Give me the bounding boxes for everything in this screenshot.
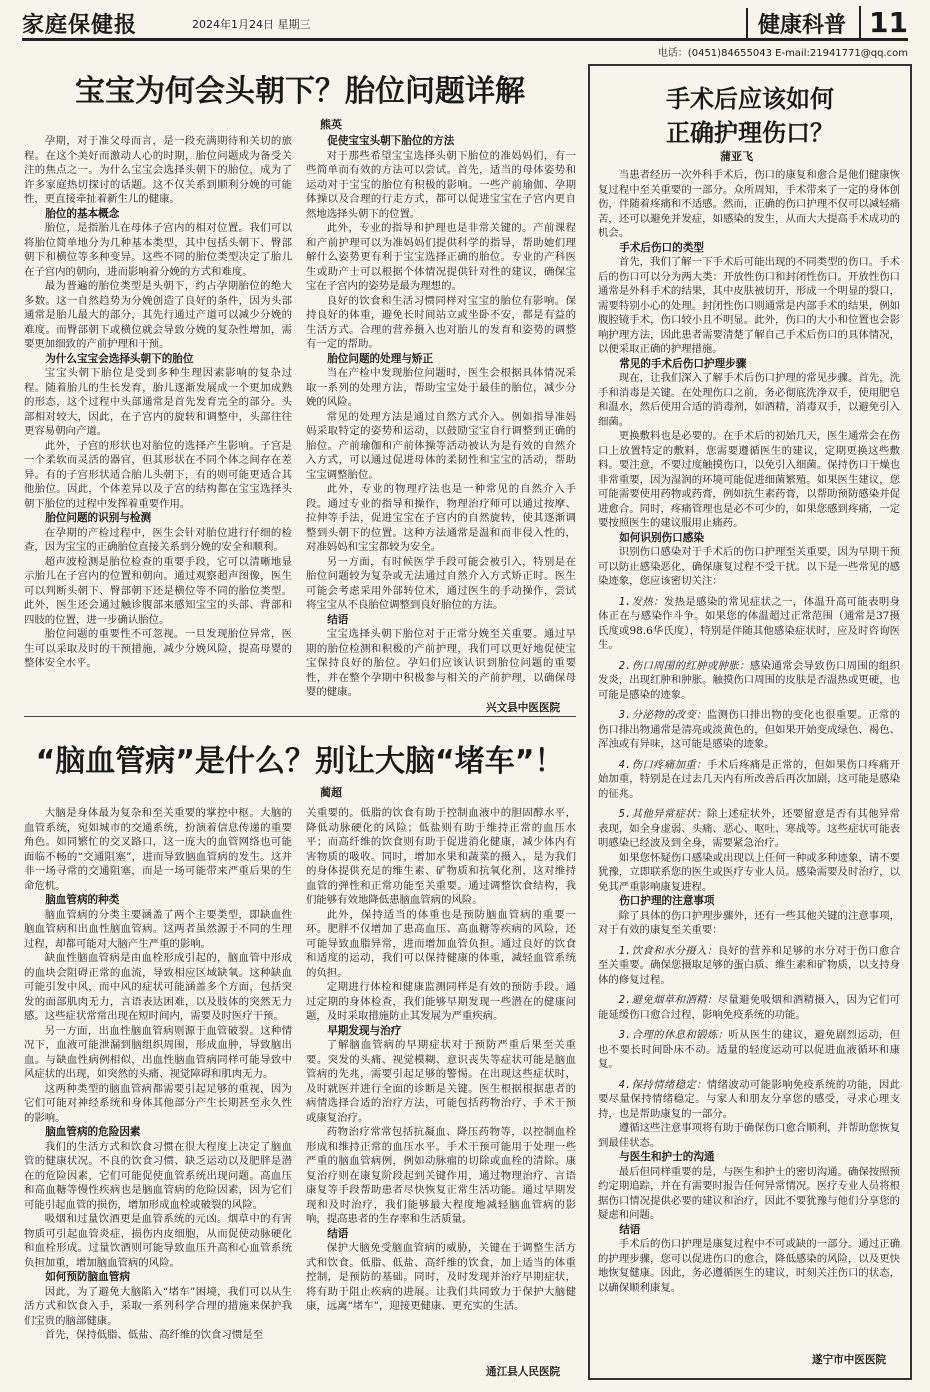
article1-author: 熊英 bbox=[320, 118, 342, 131]
paragraph: 常见的处理方法是通过自然方式介入。例如指导准妈妈采取特定的姿势和运动，以鼓励宝宝自行调整到正确的胎位。产前瑜伽和产前体操等活动被认为是有效的自然介入方式，可以通过促进母体的柔韧性和宝宝的活动，帮助宝宝调整胎位。 bbox=[306, 410, 576, 481]
article3-body bbox=[598, 168, 900, 1295]
list-item-text: 情绪波动可能影响免疫系统的功能，因此要尽量保持情绪稳定。与家人和朋友分享您的感受，寻求心理支持，也是帮助康复的一部分。 bbox=[598, 1078, 901, 1120]
paragraph: 当患者经历一次外科手术后，伤口的康复和愈合是他们健康恢复过程中至关重要的一部分。众所周知，手术带来了一定的身体创伤，伴随着疼痛和不适感。然而，正确的伤口护理不仅可以减轻痛苦，还可以避免并发症，如感染的发生，从而大大提高手术成功的机会。 bbox=[598, 169, 900, 239]
list-item-text: 尽量避免吸烟和酒精摄入，因为它们可能延缓伤口愈合过程，影响免疫系统的功能。 bbox=[598, 994, 901, 1021]
subheading: 如何识别伤口感染 bbox=[619, 531, 704, 544]
article3-title bbox=[588, 82, 912, 150]
subheading: 如何预防脑血管病 bbox=[45, 1271, 130, 1283]
contact-line: 电话：(0451)84655043 E-mail:21941771@qq.com bbox=[657, 48, 908, 59]
paragraph: 孕期，对于准父母而言，是一段充满期待和关切的旅程。在这个美好而激动人心的时期，胎位问题成为备受关注的焦点之一。为什么宝宝会选择头朝下的胎位，成为了许多家庭热切探讨的话题。这不仅关系到顺利分娩的可能性，更直接牵扯着新生儿的健康。 bbox=[24, 135, 292, 205]
issue-date: 2024年1月24日 星期三 bbox=[192, 18, 311, 31]
article3-hospital: 遂宁市中医医院 bbox=[812, 1354, 887, 1366]
paper-name: 家庭保健报 bbox=[22, 13, 138, 38]
list-item-key: 1.发热： bbox=[618, 595, 664, 608]
subheading: 胎位的基本概念 bbox=[45, 207, 120, 220]
paragraph: 良好的饮食和生活习惯同样对宝宝的胎位有影响。保持良好的体重，避免长时间站立或坐卧不安，都是有益的生活方式。合理的营养摄入也对胎儿的发育和姿势的调整有一定的帮助。 bbox=[306, 294, 576, 350]
paragraph: 另一方面，有时候医学手段可能会被引入，特别是在胎位问题较为复杂或无法通过自然介入方式矫正时。医生可能会考虑采用外部转位术，通过医生的手动操作，尝试将宝宝从不良胎位调整到良好胎位的方法。 bbox=[306, 555, 576, 611]
paragraph: 大脑是身体最为复杂和至关重要的掌控中枢。大脑的血管系统，宛如城市的交通系统，扮演着信息传递的重要角色。如同繁忙的交叉路口，这一庞大的血管网络也可能面临不畅的“交通阻塞”，进而导致脑血管病的发生。这并非一场寻常的交通阻塞，而是一场可能带来严重后果的生命危机。 bbox=[24, 807, 292, 892]
paragraph: 另一方面，出血性脑血管病则源于血管破裂。这种情况下，血液可能泄漏到脑组织周围，形成血肿，导致脑出血。与缺血性病例相似，出血性脑血管病同样可能导致中风症状的出现，如突然的头痛、视觉障碍和肌肉无力。 bbox=[24, 1024, 292, 1080]
subheading: 脑血管病的危险因素 bbox=[45, 1126, 141, 1138]
paragraph: 胎位问题的重要性不可忽视。一旦发现胎位异常，医生可以采取及时的干预措施，减少分娩风险，提高母婴的整体安全水平。 bbox=[24, 628, 292, 669]
paragraph: 在孕期的产检过程中，医生会针对胎位进行仔细的检查，因为宝宝的正确胎位直接关系到分娩的安全和顺利。 bbox=[24, 526, 292, 553]
paragraph: 此外，保持适当的体重也是预防脑血管病的重要一环。肥胖不仅增加了患高血压、高血糖等疾病的风险，还可能导致血脂异常，进而增加血管负担。通过良好的饮食和适度的运动，我们可以保持健康的体重，减轻血管系统的负担。 bbox=[306, 908, 576, 979]
paragraph: 首先，保持低脂、低盐、高纤维的饮食习惯是至 bbox=[44, 1329, 263, 1341]
subheading: 胎位问题的处理与矫正 bbox=[327, 352, 434, 365]
paragraph: 定期进行体检和健康监测同样是有效的预防手段。通过定期的身体检查，我们能够早期发现一些潜在的健康问题，及时采取措施防止其发展为严重疾病。 bbox=[306, 981, 576, 1022]
page-number: 11 bbox=[859, 6, 908, 39]
article1-hospital: 兴文县中医医院 bbox=[486, 702, 561, 714]
paragraph: 了解脑血管病的早期症状对于预防严重后果至关重要。突发的头痛、视觉模糊、意识丧失等症状可能是脑血管病的先兆，需要引起足够的警惕。在出现这些症状时，及时就医并进行全面的诊断是关键。医生根据根据患者的病情选择合适的治疗方法，可能包括药物治疗、手术干预或康复治疗。 bbox=[306, 1039, 576, 1124]
list-item-key: 4.保持情绪稳定： bbox=[618, 1078, 707, 1091]
subheading: 伤口护理的注意事项 bbox=[619, 895, 715, 907]
subheading: 与医生和护士的沟通 bbox=[619, 1151, 715, 1163]
list-item-text: 监测伤口排出物的变化也很重要。正常的伤口排出物通常是清亮或淡黄色的，但如果开始变成绿色、褐色、浑浊或有异味，这可能是感染的迹象。 bbox=[598, 709, 901, 750]
list-item-key: 2.伤口周围的红肿或肿胀： bbox=[618, 659, 750, 672]
paragraph: 吸烟和过量饮酒更是血管系统的元凶。烟草中的有害物质可引起血管炎症，损伤内皮细胞，从而促使动脉硬化和血栓形成。过量饮酒则可能导致血压升高和心血管系统负担加重，增加脑血管病的风险。 bbox=[24, 1213, 292, 1269]
paragraph: 宝宝头朝下胎位是受到多种生理因素影响的复杂过程。随着胎儿的生长发育，胎儿逐渐发展成一个更加成熟的形态，这个过程中头部通常是首先发育完全的部分。头部相对较大，因此，在子宫内的旋转和调整中，头部往往更容易朝向产道。 bbox=[24, 367, 292, 437]
article2-col1 bbox=[24, 806, 292, 1343]
paragraph: 关重要的。低脂的饮食有助于控制血液中的胆固醇水平，降低动脉硬化的风险；低盐则有助于维持正常的血压水平；而高纤维的饮食则有助于促进消化健康，减少体内有害物质的吸收。同时，增加水果和蔬菜的摄入，是为我们的身体提供充足的维生素、矿物质和抗氧化剂，这对维持血管的弹性和正常功能至关重要。通过调整饮食结构，我们能够有效地降低患脑血管病的风险。 bbox=[306, 807, 576, 906]
list-item bbox=[598, 1078, 900, 1122]
article2-col2 bbox=[306, 806, 576, 1314]
article3-title-line2: 正确护理伤口？ bbox=[666, 119, 834, 147]
subheading: 促使宝宝头朝下胎位的方法 bbox=[327, 135, 455, 147]
article2-hospital: 通江县人民医院 bbox=[486, 1366, 561, 1378]
list-item bbox=[598, 708, 900, 752]
subheading: 胎位问题的识别与检测 bbox=[45, 512, 152, 524]
paragraph: 首先，我们了解一下手术后可能出现的不同类型的伤口。手术后的伤口可以分为两大类：开放性伤口和封闭性伤口。开放性伤口通常是外科手术的结果，其中皮肤被切开，形成一个明显的裂口，需要特别小心的处理。封闭性伤口则通常是内部手术的结果，例如腹腔镜手术，伤口较小且不明显。此外，伤口的大小和位置也会影响护理方法，因此患者需要清楚了解自己手术后伤口的具体情况，以便采取正确的护理措施。 bbox=[598, 256, 900, 355]
paragraph: 宝宝选择头朝下胎位对于正常分娩至关重要。通过早期的胎位检测和积极的产前护理，我们可以更好地促使宝宝保持良好的胎位。孕妇们应该认识到胎位问题的重要性，并在整个孕期中积极参与相关的产前护理，以确保母婴的健康。 bbox=[306, 628, 576, 698]
paragraph: 更换敷料也是必要的。在手术后的初始几天，医生通常会在伤口上放置特定的敷料，您需要遵循医生的建议，定期更换这些敷料。要注意，不要过度触摸伤口，以免引入细菌。保持伤口干燥也非常重要，因为湿润的环境可能促进细菌繁殖。如果医生建议，您可能需要使用药物或药膏，例如抗生素药膏，以帮助预防感染并促进愈合。同时，疼痛管理也是必不可少的，如果您感到疼痛，一定要按照医生的建议服用止痛药。 bbox=[598, 430, 900, 529]
paragraph: 对于那些希望宝宝选择头朝下胎位的准妈妈们，有一些简单而有效的方法可以尝试。首先，适当的母体姿势和运动对于宝宝的胎位有积极的影响。一些产前瑜伽、孕期体操以及合理的行走方式，都可以促进宝宝在子宫内更自然地选择头朝下的位置。 bbox=[306, 149, 576, 220]
list-item bbox=[598, 993, 900, 1022]
article1-col1 bbox=[24, 134, 292, 671]
list-item bbox=[598, 1028, 900, 1072]
list-item-key: 2.避免烟草和酒精： bbox=[618, 994, 718, 1006]
paragraph: 如果您怀疑伤口感染或出现以上任何一种或多种迹象，请不要犹豫，立即联系您的医生或医疗专业人员。感染需要及时治疗，以免其严重影响康复进程。 bbox=[598, 851, 900, 893]
subheading: 结语 bbox=[619, 1223, 641, 1236]
paragraph: 除了具体的伤口护理步骤外，还有一些其他关键的注意事项，对于有效的康复至关重要： bbox=[598, 909, 900, 936]
paragraph: 药物治疗常常包括抗凝血、降压药物等，以控制血栓形成和维持正常的血压水平。手术干预可能用于处理一些严重的脑血管病例，例如动脉瘤的切除或血栓的清除。康复治疗则在康复阶段起到关键作用，通过物理治疗、言语康复等手段帮助患者尽快恢复正常生活功能。通过早期发现和及时治疗，我们能够最大程度地减轻脑血管病的影响，提高患者的生存率和生活质量。 bbox=[306, 1126, 576, 1225]
paragraph: 保护大脑免受脑血管病的威胁，关键在于调整生活方式和饮食。低脂、低盐、高纤维的饮食，加上适当的体重控制，是预防的基础。同时，及时发现并治疗早期症状，将有助于阻止疾病的进展。让我们共同致力于保护大脑健康，远离“堵车”，迎接更健康、更充实的生活。 bbox=[306, 1242, 576, 1312]
list-item-key: 5.其他异常症状： bbox=[618, 808, 707, 820]
paragraph: 现在，让我们深入了解手术后伤口护理的常见步骤。首先，洗手和消毒是关键。在处理伤口之前，务必彻底洗净双手，使用肥皂和温水，然后使用合适的消毒剂，如酒精，消毒双手，以避免引入细菌。 bbox=[598, 372, 900, 428]
paragraph: 手术后的伤口护理是康复过程中不可或缺的一部分。通过正确的护理步骤，您可以促进伤口的愈合，降低感染的风险，以及更快地恢复健康。因此，务必遵循医生的建议，时刻关注伤口的状态，以确保顺利康复。 bbox=[598, 1238, 900, 1294]
list-item-key: 4.伤口疼痛加重： bbox=[618, 758, 707, 771]
subheading: 手术后伤口的类型 bbox=[619, 241, 704, 254]
section-divider bbox=[24, 716, 576, 717]
list-item-key: 3.合理的休息和锻炼： bbox=[618, 1029, 729, 1041]
subheading: 常见的手术后伤口护理步骤 bbox=[619, 357, 747, 370]
section-name: 健康科普 bbox=[746, 8, 846, 39]
article1-col2 bbox=[306, 134, 576, 700]
masthead bbox=[22, 8, 908, 41]
paragraph: 此外，专业的物理疗法也是一种常见的自然介入手段。通过专业的指导和操作，物理治疗师可以通过按摩、拉伸等手法，促进宝宝在子宫内的自然旋转，使其逐渐调整到头朝下的位置。这种方法通常是温和而非侵入性的，对准妈妈和宝宝都较为安全。 bbox=[306, 483, 576, 553]
paragraph: 此外，专业的指导和护理也是非常关键的。产前课程和产前护理可以为准妈妈们提供科学的指导，帮助她们理解什么姿势更有利于宝宝选择正确的胎位。专业的产科医生或助产士可以根据个体情况提供针对性的建议，确保宝宝在子宫内的姿势是最为理想的。 bbox=[306, 222, 576, 292]
list-item-text: 发热是感染的常见症状之一，体温升高可能表明身体正在与感染作斗争。如果您的体温超过正常范围（通常是37摄氏度或98.6华氏度），特别是伴随其他感染症状时，应及时咨询医生。 bbox=[598, 595, 901, 651]
subheading: 结语 bbox=[327, 613, 349, 626]
list-item-text: 良好的营养和足够的水分对于伤口愈合至关重要。确保您摄取足够的蛋白质、维生素和矿物质，以支持身体的修复过程。 bbox=[598, 944, 901, 986]
list-item-text: 听从医生的建议，避免剧烈运动，但也不要长时间卧床不动。适量的轻度运动可以促进血液循环和康复。 bbox=[598, 1029, 901, 1070]
list-item bbox=[598, 807, 900, 851]
paragraph: 此外，子宫的形状也对胎位的选择产生影响。子宫是一个柔软而灵活的器官，但其形状在不同个体之间存在差异。有的子宫形状适合胎儿头朝下，有的则可能更适合其他胎位。因此，个体差异以及子宫的结构都在宝宝选择头朝下胎位的过程中发挥着重要作用。 bbox=[24, 439, 292, 510]
list-item bbox=[598, 758, 900, 802]
subheading: 结语 bbox=[327, 1227, 349, 1240]
article3-author: 蒲亚飞 bbox=[720, 150, 753, 163]
paragraph: 最为普遍的胎位类型是头朝下，约占孕期胎位的绝大多数。这一自然趋势为分娩创造了良好的条件，因为头部通常是胎儿最大的部分，其先行通过产道可以减少分娩的难度。而臀部朝下或横位就会导致分娩的复杂性增加，需要更加细致的产前护理和干预。 bbox=[24, 280, 292, 350]
list-item-text: 手术后疼痛是正常的，但如果伤口疼痛开始加重，特别是在过去几天内有所改善后再次加剧，这可能是感染的征兆。 bbox=[598, 758, 901, 800]
paragraph: 脑血管病的分类主要涵盖了两个主要类型，即缺血性脑血管病和出血性脑血管病。这两者虽然源于不同的生理过程，却都可能对大脑产生严重的影响。 bbox=[24, 908, 292, 950]
paragraph: 当在产检中发现胎位问题时，医生会根据具体情况采取一系列的处理方法，帮助宝宝处于最佳的胎位，减少分娩的风险。 bbox=[306, 367, 576, 408]
paragraph: 最后但同样重要的是，与医生和护士的密切沟通。确保按照预约定期追踪，并在有需要时报告任何异常情况。医疗专业人员将根据伤口情况提供必要的建议和治疗，因此不要犹豫与他们分享您的疑虑和问题。 bbox=[598, 1165, 900, 1221]
paragraph: 胎位，是指胎儿在母体子宫内的相对位置。我们可以将胎位简单地分为几种基本类型，其中包括头朝下、臀部朝下和横位等多种变异。这些不同的胎位类型决定了胎儿在子宫内的朝向，进而影响着分娩的方式和难度。 bbox=[24, 222, 292, 278]
paragraph: 缺血性脑血管病是由血栓形成引起的，脑血管中形成的血块会阻碍正常的血流，导致相应区域缺氧。这种缺血可能引发中风，而中风的症状可能涵盖多个方面，包括突发的面部肌肉无力，言语表达困难，以及肢体的突然无力感。这些症状常常出现在短时间内，需要及时医疗干预。 bbox=[24, 952, 292, 1022]
list-item bbox=[598, 659, 900, 703]
paragraph: 超声波检测是胎位检查的重要手段，它可以清晰地显示胎儿在子宫内的位置和朝向。通过观察超声图像，医生可以判断头朝下、臀部朝下还是横位等不同的胎位类型。此外，医生还会通过触诊腹部来感知宝宝的头部、背部和四肢的位置，进一步确认胎位。 bbox=[24, 555, 292, 626]
paragraph: 我们的生活方式和饮食习惯在很大程度上决定了脑血管的健康状况。不良的饮食习惯、缺乏运动以及肥胖是潜在的危险因素，它们可能促使血管系统出现问题。高血压和高血糖等慢性疾病也是脑血管病的危险因素，因为它们可能引起血管的损伤，增加形成血栓或破裂的风险。 bbox=[24, 1140, 292, 1211]
paragraph: 因此，为了避免大脑陷入“堵车”困境，我们可以从生活方式和饮食入手，采取一系列科学合理的措施来保护我们宝贵的脑部健康。 bbox=[24, 1285, 292, 1327]
subheading: 为什么宝宝会选择头朝下的胎位 bbox=[45, 352, 194, 365]
subheading: 脑血管病的种类 bbox=[45, 894, 120, 906]
article2-title: “脑血管病”是什么？别让大脑“堵车”！ bbox=[35, 744, 565, 779]
paragraph: 这两种类型的脑血管病都需要引起足够的重视，因为它们可能对神经系统和身体其他部分产生长期甚至永久性的影响。 bbox=[24, 1082, 292, 1124]
list-item bbox=[598, 595, 900, 653]
article2-author: 蔺超 bbox=[320, 786, 342, 799]
list-item-key: 3.分泌物的改变： bbox=[618, 709, 707, 721]
list-item bbox=[598, 944, 900, 988]
list-item-text: 除上述症状外，还要留意是否有其他异常表现，如全身虚弱、头痛、恶心、呕吐、寒战等。这些症状可能表明感染已经波及到全身，需要紧急治疗。 bbox=[598, 808, 901, 849]
list-item-key: 1.饮食和水分摄入： bbox=[618, 944, 718, 957]
list-item-text: 感染通常会导致伤口周围的组织发炎，出现红肿和肿胀。触摸伤口周围的皮肤是否温热或更硬，也可能是感染的迹象。 bbox=[598, 659, 900, 701]
subheading: 早期发现与治疗 bbox=[327, 1024, 402, 1037]
article1-title: 宝宝为何会头朝下？胎位问题详解 bbox=[75, 74, 525, 109]
paragraph: 遵循这些注意事项将有助于确保伤口愈合顺利，并帮助您恢复到最佳状态。 bbox=[598, 1122, 900, 1149]
paragraph: 识别伤口感染对于手术后的伤口护理至关重要，因为早期干预可以防止感染恶化，确保康复过程不受干扰。以下是一些常见的感染迹象，您应该密切关注： bbox=[598, 546, 900, 587]
article3-title-line1: 手术后应该如何 bbox=[666, 85, 834, 113]
